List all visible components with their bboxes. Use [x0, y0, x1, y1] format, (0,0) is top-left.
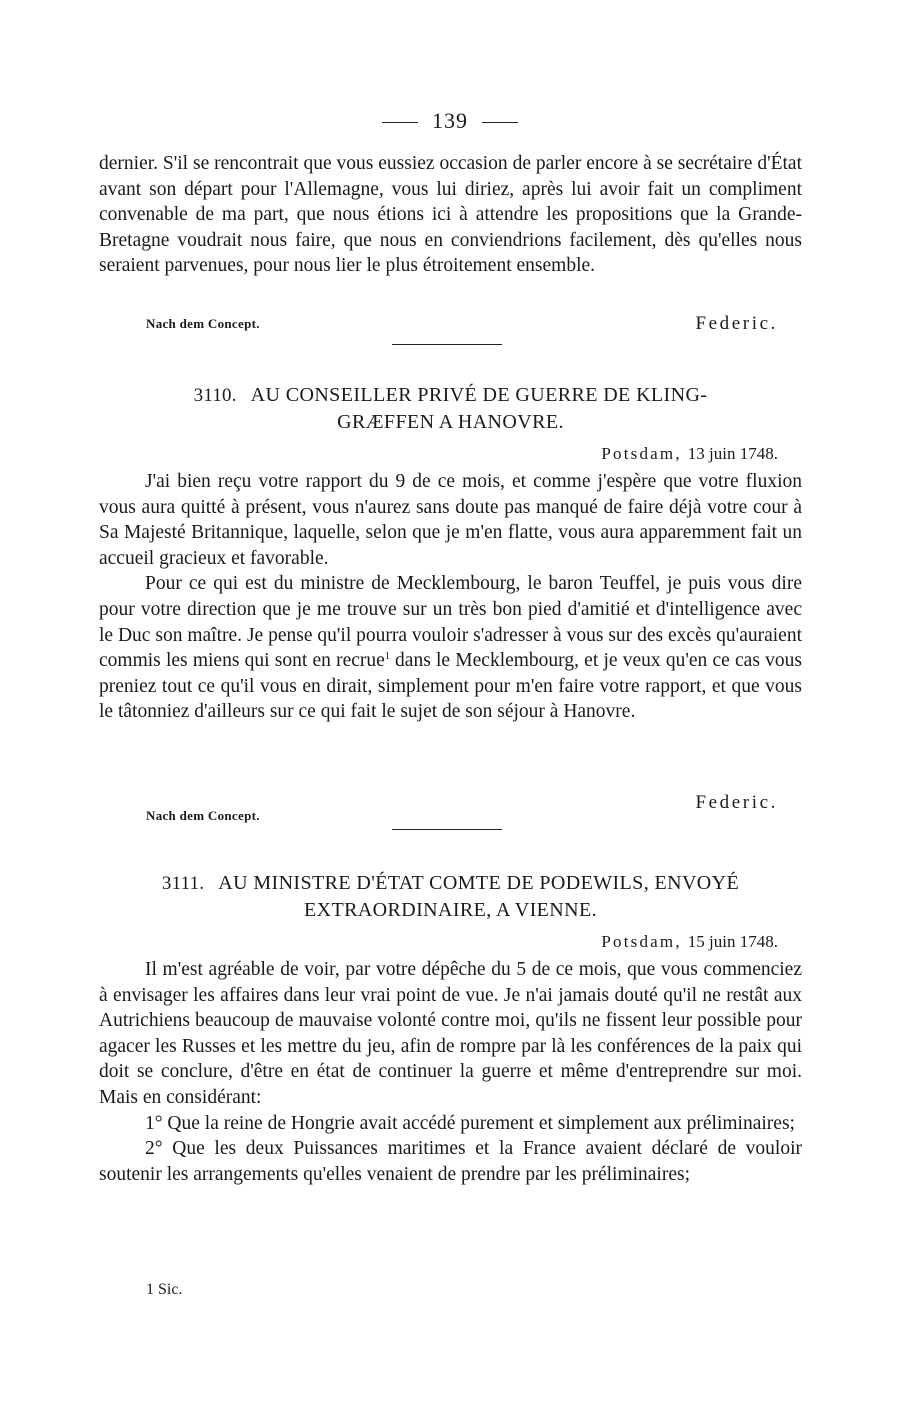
letter-3111-heading-text1: AU MINISTRE D'ÉTAT COMTE DE PODEWILS, ENVOYÉ [218, 872, 740, 894]
page-number-value: 139 [432, 108, 468, 133]
footnote [146, 1281, 182, 1299]
letter-3111-date: 15 juin 1748. [687, 932, 778, 951]
letter-3111-heading [99, 870, 802, 923]
letter-3111-number: 3111. [161, 873, 205, 894]
letter-3111-item-2: 2° Que les deux Puissances maritimes et la France avaient déclaré de vouloir soutenir les arrangements qu'elles venaient de prendre par les préliminaires; [99, 1138, 802, 1185]
letter-3110-number: 3110. [193, 385, 237, 406]
letter-3111-item-1: 1° Que la reine de Hongrie avait accédé purement et simplement aux préliminaires; [145, 1112, 795, 1134]
letter-3111-paragraph-1: Il m'est agréable de voir, par votre dépêche du 5 de ce mois, que vous commenciez à envisager les affaires dans leur vrai point de vue. Je n'ai jamais douté qu'il ne restât aux Autrichiens beaucoup de mauvaise volonté contre moi, qu'ils ne fissent leur possible pour agacer les Russes et les mettre du jeu, afin de rompre par là les conférences de la paix qui doit se conclure, d'être en état de continuer la guerre et même d'entreprendre sur moi. Mais en considérant: [99, 959, 802, 1108]
letter-3111-body [99, 957, 802, 1187]
section-divider [392, 829, 502, 830]
letter-3110-source-note: Nach dem Concept. [146, 808, 260, 823]
letter-3110-heading [99, 382, 802, 435]
letter-3111-heading-line1 [99, 870, 802, 897]
letter-3110-heading-line2: GRÆFFEN A HANOVRE. [337, 411, 564, 433]
letter-3111-heading-line2: EXTRAORDINAIRE, A VIENNE. [304, 899, 597, 921]
letter-3110-paragraph-2 [99, 571, 802, 725]
intro-paragraph: dernier. S'il se rencontrait que vous eussiez occasion de parler encore à se secrétaire d'État avant son départ pour l'Allemagne, vous lui diriez, après lui avoir fait un compliment convenable de ma part, que nous étions ici à attendre les propositions que la Grande-Bretagne voudrait nous faire, que nous en conviendrions facilement, dès qu'elles nous seraient parvenues, pour nous lier le plus étroitement ensemble. [99, 153, 802, 277]
page-number [0, 108, 900, 134]
letter-3110-heading-text1: AU CONSEILLER PRIVÉ DE GUERRE DE KLING- [250, 384, 708, 406]
letter-3110-paragraph-2a: Pour ce qui est du ministre de Mecklembourg, le baron Teuffel, je puis vous dire pour votre direction que je me trouve sur un très bon pied d'amitié et d'intelligence avec le Duc son maître. Je pense qu'il pourra vouloir s'adresser à vous sur des excès qu'auraient commis les miens qui sont en recrue [99, 573, 802, 672]
letter-3110-place: Potsdam, [601, 444, 682, 463]
intro-text-block [99, 151, 802, 279]
letter-3111-place: Potsdam, [601, 932, 682, 951]
letter-3110-dateline [601, 444, 778, 464]
letter-3110-body [99, 469, 802, 725]
letter-3110-date: 13 juin 1748. [687, 444, 778, 463]
letter-3110-heading-line1 [99, 382, 802, 409]
letter-3110-paragraph-2b: dans le Mecklembourg, et je veux qu'en ce cas vous preniez tout ce qu'il vous en dirait, simplement pour m'en faire votre rapport, et que vous le tâtonniez d'ailleurs sur ce qui fait le sujet de son séjour à Hanovre. [99, 650, 802, 723]
page-number-dash-right [482, 122, 518, 123]
section-divider [392, 344, 502, 345]
letter-3110-signature: Federic. [695, 792, 778, 813]
page-number-dash-left [382, 122, 418, 123]
intro-source-note: Nach dem Concept. [146, 316, 260, 331]
letter-3110-paragraph-1: J'ai bien reçu votre rapport du 9 de ce mois, et comme j'espère que votre fluxion vous aura quitté à présent, vous n'aurez sans doute pas manqué de faire déjà votre cour à Sa Majesté Britannique, laquelle, selon que je m'en flatte, vous aura apparemment fait un accueil gracieux et favorable. [99, 471, 802, 569]
footnote-mark: 1 [146, 1281, 154, 1298]
intro-signature: Federic. [695, 313, 778, 334]
letter-3111-dateline [601, 932, 778, 952]
footnote-reference: 1 [384, 651, 390, 663]
footnote-text: Sic. [158, 1281, 183, 1298]
